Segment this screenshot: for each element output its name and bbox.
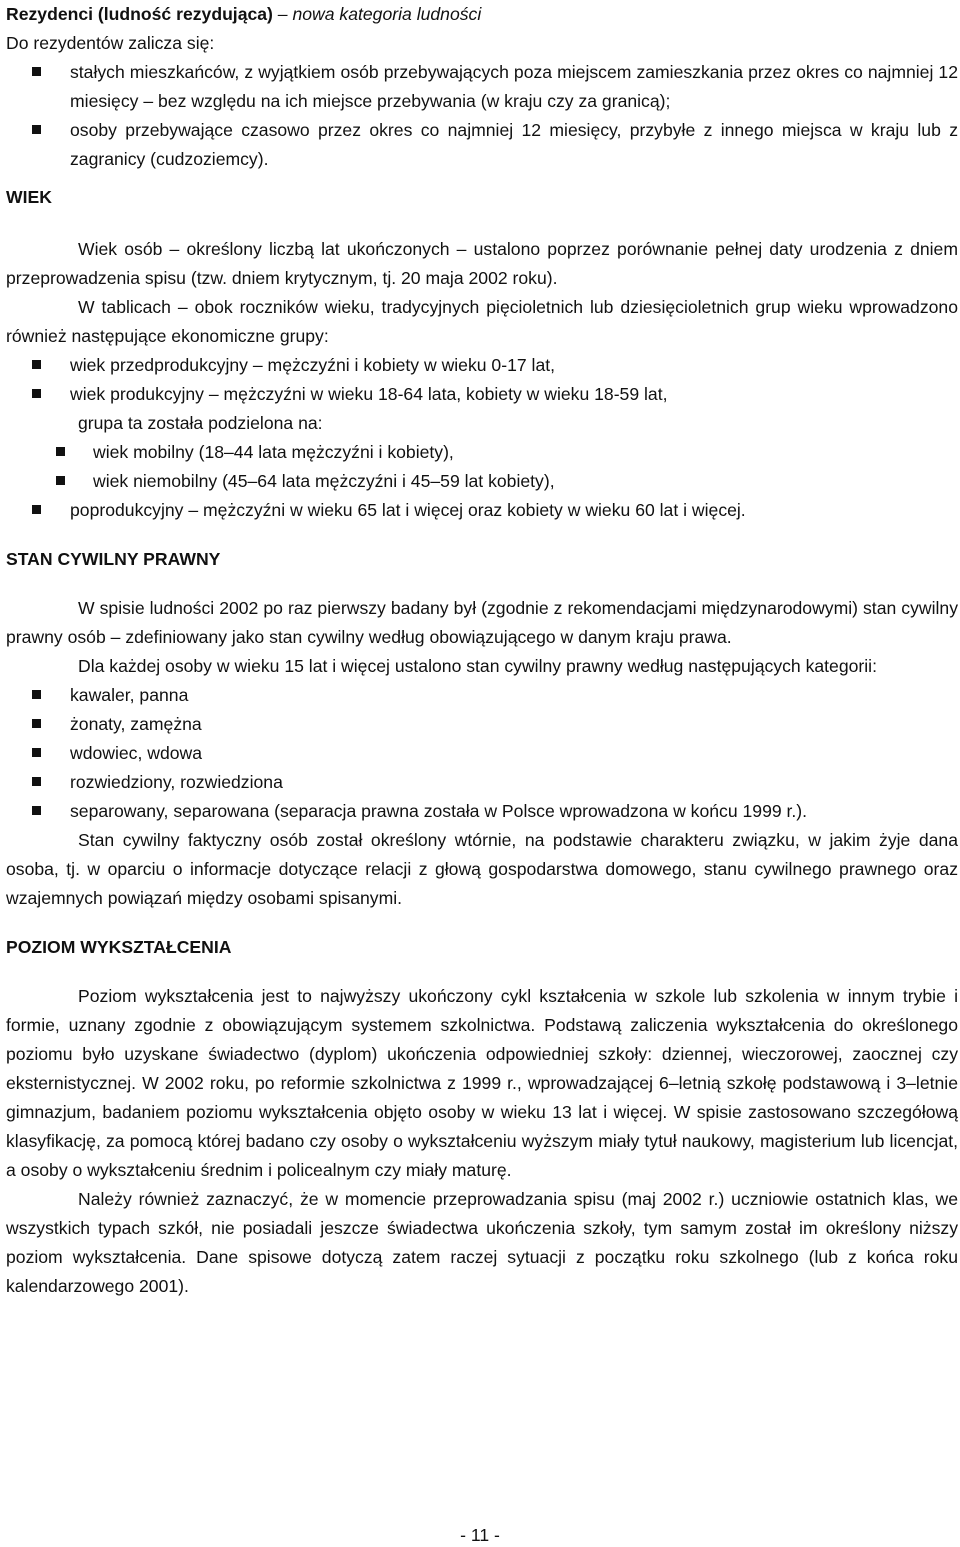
list-item: wiek produkcyjny – mężczyźni w wieku 18-64 lata, kobiety w wieku 18-59 lat, — [6, 380, 958, 409]
square-bullet-icon — [56, 476, 65, 485]
square-bullet-icon — [32, 125, 41, 134]
list-item: wdowiec, wdowa — [6, 739, 958, 768]
poziom-heading: POZIOM WYKSZTAŁCENIA — [6, 937, 232, 957]
group-note: grupa ta została podzielona na: — [78, 413, 323, 433]
list-item: wiek przedprodukcyjny – mężczyźni i kobiety w wieku 0-17 lat, — [6, 351, 958, 380]
stan-paragraph: W spisie ludności 2002 po raz pierwszy badany był (zgodnie z rekomendacjami międzynarodowymi) stan cywilny prawny osób – zdefiniowany jako stan cywilny według obowiązującego w danym kraju prawa. — [6, 598, 958, 647]
list-item: stałych mieszkańców, z wyjątkiem osób przebywających poza miejscem zamieszkania przez okres co najmniej 12 miesięcy – bez względu na ich miejsce przebywania (w kraju czy za granicą); — [6, 58, 958, 116]
poziom-paragraph: Należy również zaznaczyć, że w momencie przeprowadzania spisu (maj 2002 r.) uczniowie ostatnich klas, we wszystkich typach szkół, nie posiadali jeszcze świadectwa ukończenia szkoły, tym samym został im określony niższy poziom wykształcenia. Dane spisowe dotyczą zatem raczej sytuacji z początku roku szkolnego (lub z końca roku kalendarzowego 2001). — [6, 1189, 958, 1296]
stan-paragraph: Stan cywilny faktyczny osób został określony wtórnie, na podstawie charakteru związku, w jakim żyje dana osoba, tj. w oparciu o informacje dotyczące relacji z głową gospodarstwa domowego, stanu cywilnego prawnego oraz wzajemnych powiązań między osobami spisanymi. — [6, 830, 958, 908]
square-bullet-icon — [32, 777, 41, 786]
list-item: wiek niemobilny (45–64 lata mężczyźni i 45–59 lat kobiety), — [6, 467, 958, 496]
stan-heading: STAN CYWILNY PRAWNY — [6, 549, 221, 569]
wiek-heading: WIEK — [6, 187, 52, 207]
list-item: rozwiedziony, rozwiedziona — [6, 768, 958, 797]
poziom-paragraph: Poziom wykształcenia jest to najwyższy ukończony cykl kształcenia w szkole lub szkolenia w innym trybie i formie, uznany zgodnie z obowiązującym systemem szkolnictwa. Podstawą zaliczenia wykształcenia do określonego poziomu było uzyskane świadectwo (dyplom) ukończenia odpowiedniej szkoły: dziennej, wieczorowej, zaocznej czy eksternistycznej. W 2002 roku, po reformie szkolnictwa z 1999 r., wprowadzającej 6–letnią szkołę podstawową i 3–letnie gimnazjum, badaniem poziomu wykształcenia objęto osoby w wieku 13 lat i więcej. W spisie zastosowano szczegółową klasyfikację, za pomocą której badano czy osoby o wykształceniu wyższym miały tytuł naukowy, magisterium lub licencjat, a osoby o wykształceniu średnim i policealnym czy miały maturę. — [6, 986, 958, 1180]
rezydenci-intro: Do rezydentów zalicza się: — [6, 33, 215, 53]
rezydenci-subtitle: nowa kategoria ludności — [292, 4, 482, 24]
stan-paragraph: Dla każdej osoby w wieku 15 lat i więcej ustalono stan cywilny prawny według następujących kategorii: — [78, 656, 877, 676]
rezydenci-heading — [6, 0, 958, 29]
square-bullet-icon — [56, 447, 65, 456]
square-bullet-icon — [32, 748, 41, 757]
square-bullet-icon — [32, 67, 41, 76]
page-number: - 11 - — [460, 1525, 500, 1545]
list-item: kawaler, panna — [6, 681, 958, 710]
square-bullet-icon — [32, 806, 41, 815]
square-bullet-icon — [32, 505, 41, 514]
square-bullet-icon — [32, 389, 41, 398]
square-bullet-icon — [32, 690, 41, 699]
document-page — [6, 0, 958, 1301]
wiek-paragraph: W tablicach – obok roczników wieku, tradycyjnych pięcioletnich lub dziesięcioletnich grup wieku wprowadzono również następujące ekonomiczne grupy: — [6, 297, 958, 346]
heading-dash: – — [272, 4, 293, 24]
rezydenci-title: Rezydenci (ludność rezydująca) — [6, 4, 273, 24]
list-item: żonaty, zamężna — [6, 710, 958, 739]
list-item: osoby przebywające czasowo przez okres co najmniej 12 miesięcy, przybyłe z innego miejsca w kraju lub z zagranicy (cudzoziemcy). — [6, 116, 958, 174]
square-bullet-icon — [32, 360, 41, 369]
list-item: wiek mobilny (18–44 lata mężczyźni i kobiety), — [6, 438, 958, 467]
list-item: poprodukcyjny – mężczyźni w wieku 65 lat i więcej oraz kobiety w wieku 60 lat i więcej. — [6, 496, 958, 525]
square-bullet-icon — [32, 719, 41, 728]
list-item: separowany, separowana (separacja prawna została w Polsce wprowadzona w końcu 1999 r.). — [6, 797, 958, 826]
wiek-paragraph: Wiek osób – określony liczbą lat ukończonych – ustalono poprzez porównanie pełnej daty urodzenia z dniem przeprowadzenia spisu (tzw. dniem krytycznym, tj. 20 maja 2002 roku). — [6, 239, 958, 288]
